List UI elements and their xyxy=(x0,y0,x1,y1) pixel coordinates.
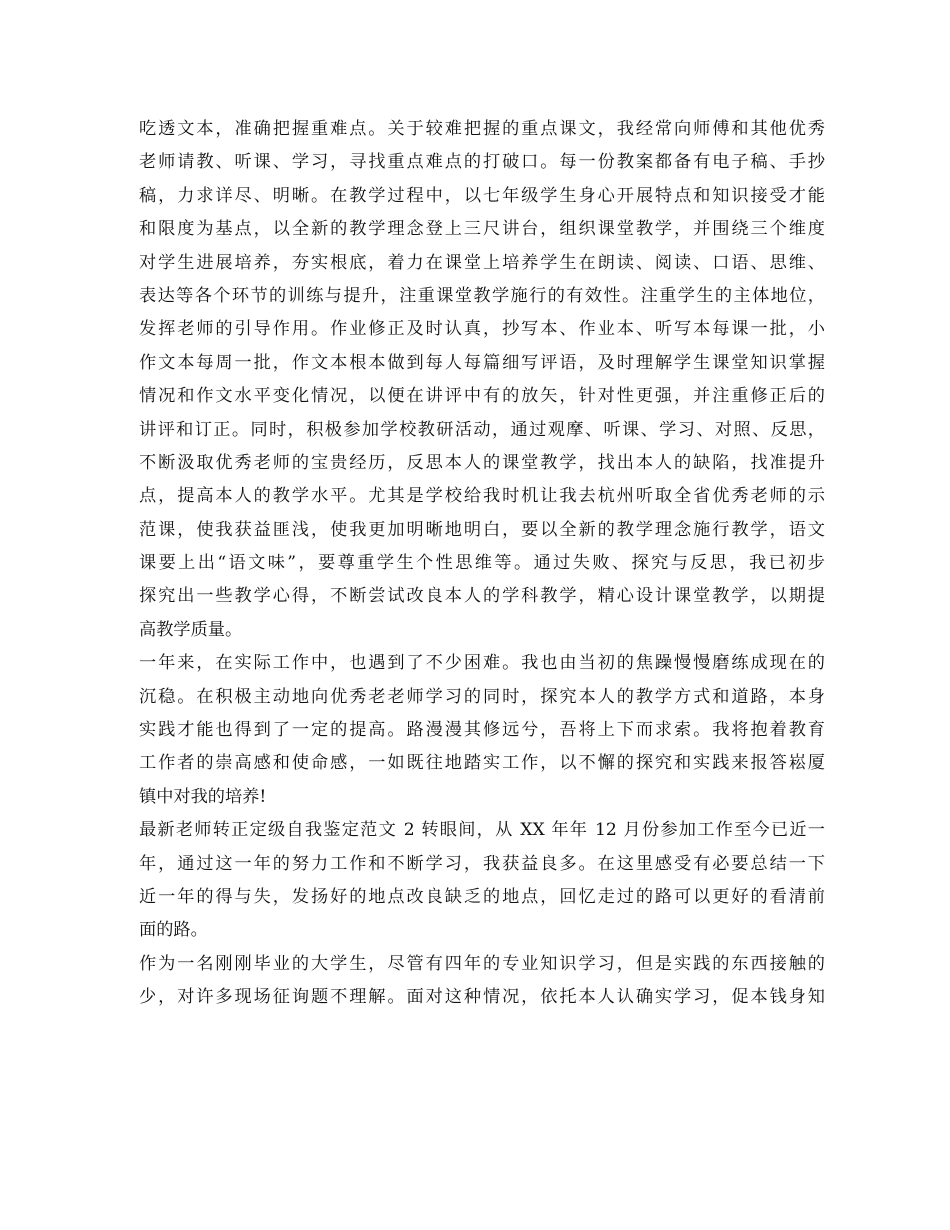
text-line: 一年来，在实际工作中，也遇到了不少困难。我也由当初的焦躁慢慢磨练成现在的 xyxy=(139,653,825,674)
text-line: 作为一名刚刚毕业的大学生，尽管有四年的专业知识学习，但是实践的东西接触的 xyxy=(139,953,825,974)
text-line: 作文本每周一批，作文本根本做到每人每篇细写评语，及时理解学生课堂知识掌握 xyxy=(139,352,825,373)
text-line: 稿，力求详尽、明晰。在教学过程中，以七年级学生身心开展特点和知识接受才能 xyxy=(139,185,825,206)
text-line: 情况和作文水平变化情况，以便在讲评中有的放矢，针对性更强，并注重修正后的 xyxy=(139,386,825,407)
text-line: 对学生进展培养，夯实根底，着力在课堂上培养学生在朗读、阅读、口语、思维、 xyxy=(139,252,825,273)
text-line: 高教学质量。 xyxy=(139,619,243,640)
text-line: 点，提高本人的教学水平。尤其是学校给我时机让我去杭州听取全省优秀老师的示 xyxy=(139,486,825,507)
paragraph-one-year-review xyxy=(139,647,825,814)
text-line: 近一年的得与失，发扬好的地点改良缺乏的地点，回忆走过的路可以更好的看清前 xyxy=(139,886,825,907)
text-line: 吃透文本，准确把握重难点。关于较难把握的重点课文，我经常向师傅和其他优秀 xyxy=(139,119,825,139)
text-line: 工作者的崇高感和使命感，一如既往地踏实工作，以不懈的探究和实践来报答崧厦 xyxy=(139,753,825,774)
document-body xyxy=(139,113,825,1015)
text-line: 讲评和订正。同时，积极参加学校教研活动，通过观摩、听课、学习、对照、反思， xyxy=(139,419,825,440)
text-line: 课要上出“语文味”，要尊重学生个性思维等。通过失败、探究与反思，我已初步 xyxy=(139,553,825,574)
paragraph-new-graduate xyxy=(139,948,825,1015)
text-line: 最新老师转正定级自我鉴定范文 2 转眼间，从 XX 年年 12 月份参加工作至今已近一 xyxy=(139,820,825,841)
text-line: 少，对许多现场征询题不理解。面对这种情况，依托本人认确实学习，促本钱身知 xyxy=(139,987,825,1008)
text-line: 和限度为基点，以全新的教学理念登上三尺讲台，组织课堂教学，并围绕三个维度 xyxy=(139,219,825,240)
paragraph-sample-2-intro xyxy=(139,814,825,948)
text-line: 实践才能也得到了一定的提高。路漫漫其修远兮，吾将上下而求索。我将抱着教育 xyxy=(139,720,825,741)
text-line: 不断汲取优秀老师的宝贵经历，反思本人的课堂教学，找出本人的缺陷，找准提升 xyxy=(139,452,825,473)
text-line: 老师请教、听课、学习，寻找重点难点的打破口。每一份教案都备有电子稿、手抄 xyxy=(139,152,825,173)
text-line: 沉稳。在积极主动地向优秀老老师学习的同时，探究本人的教学方式和道路，本身 xyxy=(139,686,825,707)
text-line: 探究出一些教学心得，不断尝试改良本人的学科教学，精心设计课堂教学，以期提 xyxy=(139,586,825,607)
text-line: 面的路。 xyxy=(139,920,208,941)
text-line: 镇中对我的培养! xyxy=(139,786,267,807)
text-line: 发挥老师的引导作用。作业修正及时认真，抄写本、作业本、听写本每课一批，小 xyxy=(139,319,825,340)
text-line: 年，通过这一年的努力工作和不断学习，我获益良多。在这里感受有必要总结一下 xyxy=(139,853,825,874)
text-line: 范课，使我获益匪浅，使我更加明晰地明白，要以全新的教学理念施行教学，语文 xyxy=(139,519,825,540)
paragraph-teaching-work xyxy=(139,113,825,647)
text-line: 表达等各个环节的训练与提升，注重课堂教学施行的有效性。注重学生的主体地位， xyxy=(139,285,825,306)
